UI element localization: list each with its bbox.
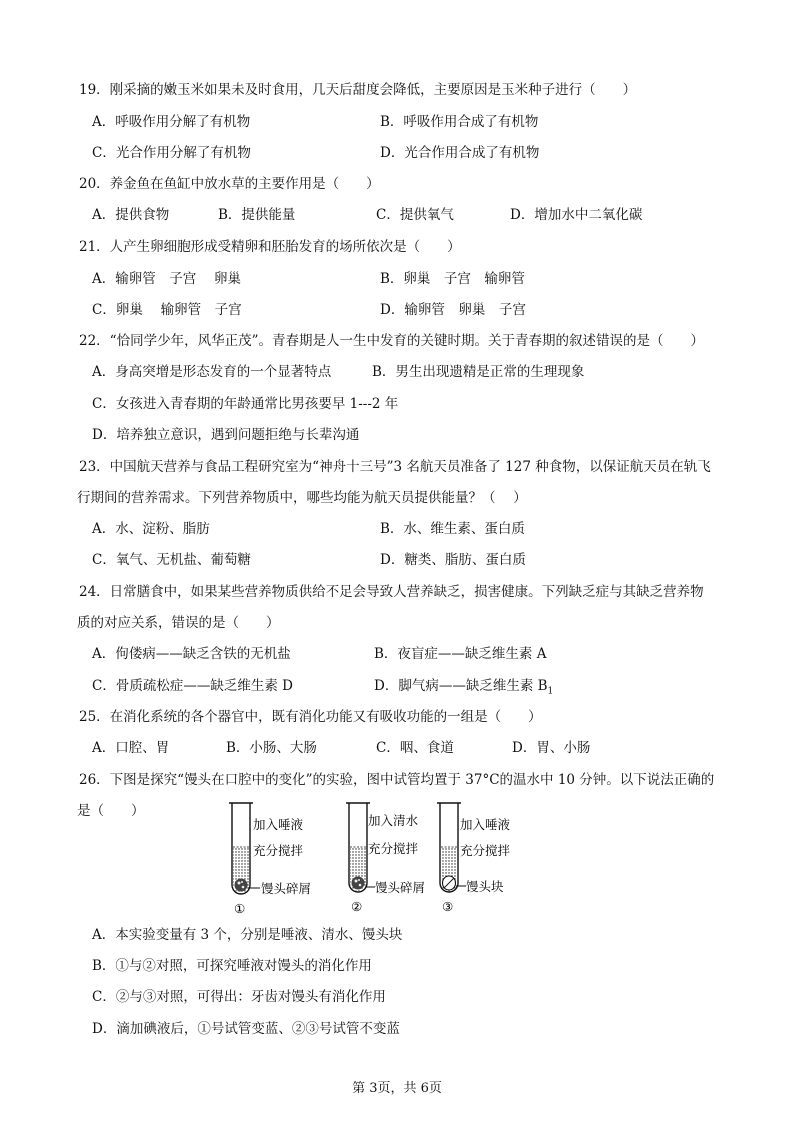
q21-option-a: A．输卵管 子宫 卵巢 [92,271,242,287]
q24-option-d-subscript: 1 [547,686,554,697]
tube-1 [229,803,311,916]
q24-option-d [374,677,553,701]
tube-1-label-1: 加入唾液 [253,817,304,832]
q23-option-d: D．糖类、脂肪、蛋白质 [380,552,526,568]
q26-option-b: B．①与②对照，可探究唾液对馒头的消化作用 [92,958,372,974]
q25-stem: 25．在消化系统的各个器官中，既有消化功能又有吸收功能的一组是（ ） [79,709,542,725]
tube-2-crumbs [352,877,365,890]
tube-3-label-1: 加入唾液 [460,817,511,832]
q25-option-b: B．小肠、大肠 [226,740,317,756]
q19-option-a: A．呼吸作用分解了有机物 [92,114,251,130]
tube-1-label-2: 充分搅拌 [253,843,304,858]
q25-option-d: D．胃、小肠 [512,740,591,756]
q26-test-tube-figure [220,797,540,921]
q23-option-b: B．水、维生素、蛋白质 [380,521,525,537]
q26-option-d: D．滴加碘液后，①号试管变蓝、②③号试管不变蓝 [92,1021,400,1037]
q24-option-d-text: D．脚气病——缺乏维生素 B [374,678,548,694]
q19-stem: 19．刚采摘的嫩玉米如果未及时食用，几天后甜度会降低，主要原因是玉米种子进行（ ） [79,82,637,98]
q21-option-c: C．卵巢 输卵管 子宫 [92,302,242,318]
q19-option-c: C．光合作用分解了有机物 [92,145,251,161]
q22-option-b: B．男生出现遗精是正常的生理现象 [372,364,585,380]
q20-option-c: C．提供氧气 [376,207,454,223]
tube-1-number: ① [234,901,246,916]
tube-3-sample-label: 馒头块 [466,879,504,894]
q19-option-d: D．光合作用合成了有机物 [380,145,540,161]
q20-option-b: B．提供能量 [218,207,296,223]
q23-stem-line2: 行期间的营养需求。下列营养物质中，哪些均能为航天员提供能量？（ ） [77,490,527,506]
tube-2-label-2: 充分搅拌 [368,841,419,856]
tube-2 [346,803,425,914]
q24-stem-line1: 24．日常膳食中，如果某些营养物质供给不足会导致人营养缺乏，损害健康。下列缺乏症与其缺乏营养物 [79,584,704,600]
q22-option-c: C．女孩进入青春期的年龄通常比男孩要早 1---2 年 [92,396,399,412]
q25-option-c: C．咽、食道 [376,740,454,756]
q24-stem-line2: 质的对应关系，错误的是（ ） [77,615,280,631]
tube-2-sample-label: 馒头碎屑 [375,880,426,895]
q26-option-a: A．本实验变量有 3 个，分别是唾液、清水、馒头块 [92,927,403,943]
tube-1-sample-label: 馒头碎屑 [261,881,312,896]
tube-3 [437,803,511,914]
q21-option-d: D．输卵管 卵巢 子宫 [380,302,526,318]
page-footer: 第 3页，共 6页 [352,1081,442,1096]
q24-option-b: B．夜盲症——缺乏维生素 A [374,646,547,662]
q22-option-a: A．身高突增是形态发育的一个显著特点 [92,364,332,380]
q26-stem-line2: 是（ ） [77,803,145,819]
q21-stem: 21．人产生卵细胞形成受精卵和胚胎发育的场所依次是（ ） [79,239,461,255]
q20-stem: 20．养金鱼在鱼缸中放水草的主要作用是（ ） [79,176,380,192]
q25-option-a: A．口腔、胃 [92,740,170,756]
q23-option-c: C．氧气、无机盐、葡萄糖 [92,552,251,568]
tube-3-label-2: 充分搅拌 [460,843,511,858]
q22-stem: 22．“恰同学少年，风华正茂”。青春期是人一生中发育的关键时期。关于青春期的叙述错误的是（ ） [79,333,704,349]
q19-option-b: B．呼吸作用合成了有机物 [380,114,539,130]
q24-option-a: A．佝偻病——缺乏含铁的无机盐 [92,646,291,662]
q23-option-a: A．水、淀粉、脂肪 [92,521,210,537]
tube-3-number: ③ [442,899,454,914]
q23-stem-line1: 23．中国航天营养与食品工程研究室为“神舟十三号”3 名航天员准备了 127 种食物，以保证航天员在轨飞 [79,459,711,475]
q20-option-a: A．提供食物 [92,207,170,223]
q26-option-c: C．②与③对照，可得出：牙齿对馒头有消化作用 [92,989,386,1005]
q24-option-c: C．骨质疏松症——缺乏维生素 D [92,678,293,694]
q26-stem-line1: 26．下图是探究“馒头在口腔中的变化”的实验，图中试管均置于 37°C的温水中 10 分钟。以下说法正确的 [79,772,715,788]
tube-2-number: ② [351,899,363,914]
tube-1-crumbs [235,879,248,892]
q20-option-d: D．增加水中二氧化碳 [510,207,643,223]
q21-option-b: B．卵巢 子宫 输卵管 [380,271,525,287]
q22-option-d: D．培养独立意识，遇到问题拒绝与长辈沟通 [92,427,360,443]
tube-2-label-1: 加入清水 [368,813,419,828]
